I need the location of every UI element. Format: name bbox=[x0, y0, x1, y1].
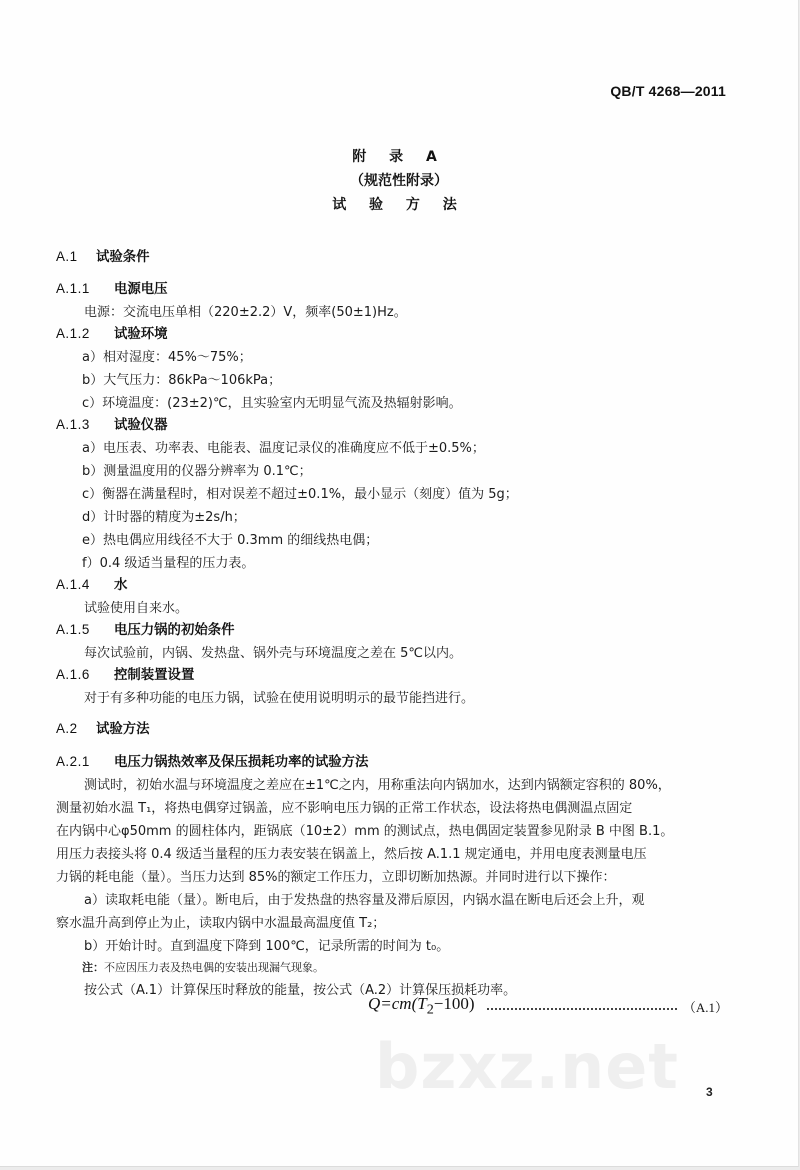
page-number: 3 bbox=[706, 1085, 713, 1099]
list-item: c）衡器在满量程时，相对误差不超过±0.1%，最小显示（刻度）值为 5g； bbox=[82, 487, 518, 502]
section-heading-a2-1: A.2.1 电压力锅热效率及保压损耗功率的试验方法 bbox=[56, 754, 369, 770]
list-item: b）大气压力：86kPa～106kPa； bbox=[82, 373, 282, 388]
section-heading-a1-6: A.1.6 控制装置设置 bbox=[56, 667, 195, 683]
note-label: 注： bbox=[82, 961, 104, 974]
note-text: 不应因压力表及热电偶的安装出现漏气现象。 bbox=[104, 961, 324, 974]
list-item: b）开始计时。直到温度下降到 100℃，记录所需的时间为 t₀。 bbox=[84, 939, 450, 954]
list-item: b）测量温度用的仪器分辨率为 0.1℃； bbox=[82, 464, 312, 479]
appendix-type: （规范性附录） bbox=[350, 173, 448, 189]
paragraph-line: 力锅的耗电能（量）。当压力达到 85%的额定工作压力，立即切断加热源。并同时进行以下操作： bbox=[56, 870, 616, 885]
standard-number: QB/T 4268—2011 bbox=[610, 83, 726, 99]
list-item: a）相对湿度：45%～75%； bbox=[82, 350, 252, 365]
leader-dots bbox=[487, 1008, 677, 1010]
water-text: 试验使用自来水。 bbox=[84, 601, 189, 616]
list-item: a）电压表、功率表、电能表、温度记录仪的准确度应不低于±0.5%； bbox=[82, 441, 485, 456]
section-heading-a1-1: A.1.1 电源电压 bbox=[56, 281, 168, 297]
paragraph-line: 用压力表接头将 0.4 级适当量程的压力表安装在锅盖上，然后按 A.1.1 规定通电，并用电度表测量电压 bbox=[56, 847, 647, 862]
appendix-heading: 试 验 方 法 bbox=[332, 197, 466, 213]
list-item: e）热电偶应用线径不大于 0.3mm 的细线热电偶； bbox=[82, 533, 379, 548]
paragraph-line: 测量初始水温 T₁，将热电偶穿过锅盖，应不影响电压力锅的正常工作状态，设法将热电偶测温点固定 bbox=[56, 801, 633, 816]
power-supply-text: 电源：交流电压单相（220±2.2）V，频率(50±1)Hz。 bbox=[84, 305, 407, 320]
list-item-continuation: 察水温升高到停止为止，读取内锅中水温最高温度值 T₂； bbox=[56, 916, 386, 931]
formula-intro: 按公式（A.1）计算保压时释放的能量，按公式（A.2）计算保压损耗功率。 bbox=[84, 983, 517, 998]
section-heading-a1-4: A.1.4 水 bbox=[56, 577, 128, 593]
section-heading-a1-2: A.1.2 试验环境 bbox=[56, 326, 168, 342]
section-heading-a1-3: A.1.3 试验仪器 bbox=[56, 417, 168, 433]
formula-a1 bbox=[368, 994, 728, 1018]
appendix-label: 附 录 A bbox=[352, 149, 446, 165]
note bbox=[82, 959, 324, 975]
section-heading-a1-5: A.1.5 电压力锅的初始条件 bbox=[56, 622, 235, 638]
appendix-title bbox=[0, 145, 798, 217]
paragraph-line: 测试时，初始水温与环境温度之差应在±1℃之内，用称重法向内锅加水，达到内锅额定容积的 80%， bbox=[84, 778, 671, 793]
list-item: a）读取耗电能（量）。断电后，由于发热盘的热容量及滞后原因，内锅水温在断电后还会上升，观 bbox=[84, 893, 645, 908]
paragraph-line: 在内锅中心φ50mm 的圆柱体内，距锅底（10±2）mm 的测试点，热电偶固定装置参见附录 B 中图 B.1。 bbox=[56, 824, 674, 839]
list-item: d）计时器的精度为±2s/h； bbox=[82, 510, 246, 525]
watermark: bzxz.net bbox=[375, 1030, 679, 1103]
control-setting-text: 对于有多种功能的电压力锅，试验在使用说明明示的最节能挡进行。 bbox=[84, 691, 475, 706]
list-item: f）0.4 级适当量程的压力表。 bbox=[82, 556, 255, 571]
initial-conditions-text: 每次试验前，内锅、发热盘、锅外壳与环境温度之差在 5℃以内。 bbox=[84, 646, 463, 661]
section-heading-a2: A.2 试验方法 bbox=[56, 721, 150, 737]
formula-number: （A.1） bbox=[682, 999, 728, 1015]
list-item: c）环境温度：(23±2)℃，且实验室内无明显气流及热辐射影响。 bbox=[82, 396, 462, 411]
formula-expression: $Q=cm(T_2-100)$ bbox=[368, 994, 475, 1018]
section-heading-a1: A.1 试验条件 bbox=[56, 249, 150, 265]
